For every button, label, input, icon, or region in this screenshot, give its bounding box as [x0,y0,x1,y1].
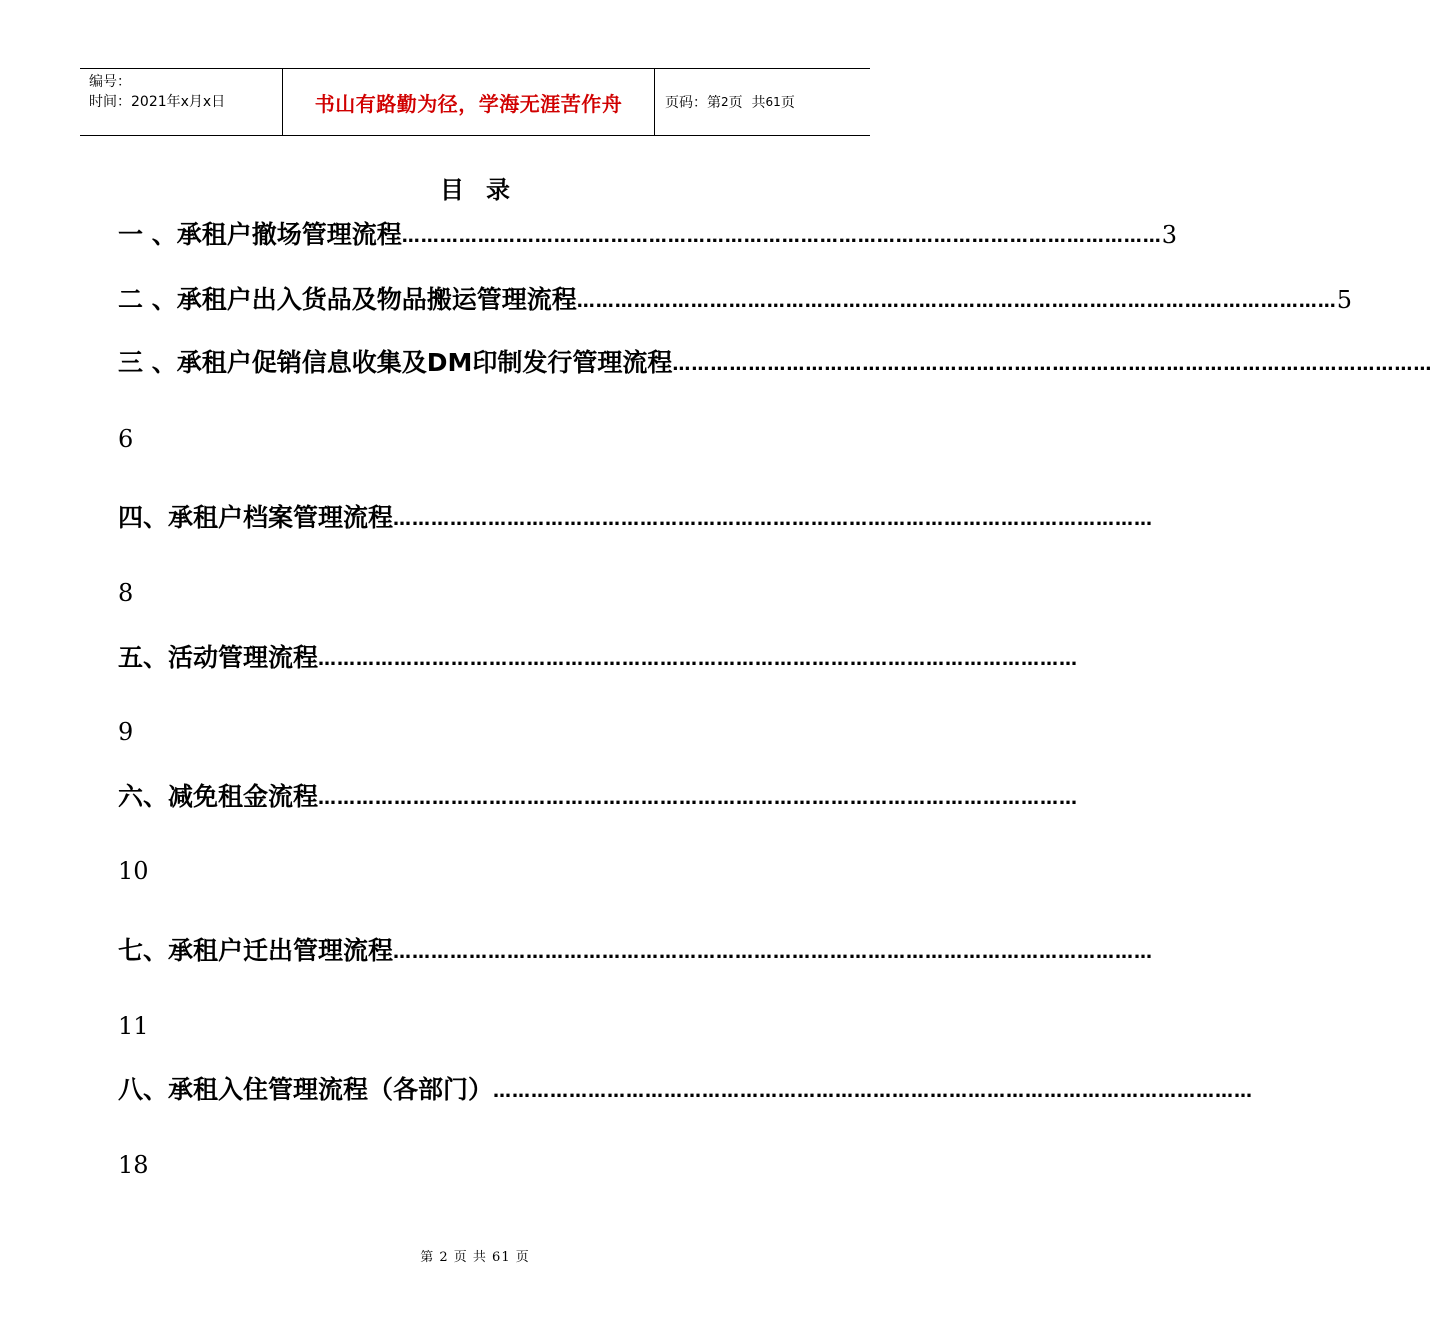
toc-entry-page: 5 [1336,286,1352,314]
toc-entry-label: 四、承租户档案管理流程 [118,503,394,532]
toc-entry-label: 七、承租户迁出管理流程 [118,936,394,965]
toc-leader-dots: ………………………………………………………………………………………………………… [672,354,1432,375]
page-footer: 第 2 页 共 61 页 [420,1250,530,1265]
toc-entry-label: 八、承租入住管理流程（各部门） [118,1075,494,1104]
page-suffix: 页 [780,95,795,111]
toc-entry-label: 一 、承租户撤场管理流程 [118,220,402,249]
toc-entry-label: 三 、承租户促销信息收集及DM印制发行管理流程 [118,348,673,377]
toc-entry-label: 五、活动管理流程 [118,643,319,672]
toc-leader-dots: ………………………………………………………………………………………………………… [393,509,1154,530]
toc-entry-page: 10 [118,857,149,885]
page-current: 2 [721,95,729,109]
toc-entry[interactable] [118,283,1352,317]
toc-entry-label: 六、减免租金流程 [118,782,319,811]
toc-leader-dots: ………………………………………………………………………………………………………… [393,942,1154,963]
toc-leader-dots: ………………………………………………………………………………………………………… [318,649,1079,670]
toc-leader-dots: ………………………………………………………………………………………………………… [576,291,1337,312]
toc-entry-page: 9 [118,718,134,746]
toc-entry[interactable] [118,218,1177,252]
toc-entry-page: 3 [1161,221,1177,249]
header-meta [80,69,282,135]
header-page-info [655,69,870,135]
page-total: 61 [765,95,781,109]
page-prefix: 页码：第 [665,95,721,111]
toc-entry[interactable] [118,1073,1254,1107]
header-motto: 书山有路勤为径，学海无涯苦作舟 [282,69,655,135]
toc-entry-page: 11 [118,1012,149,1040]
toc-leader-dots: ………………………………………………………………………………………………………… [318,788,1079,809]
toc-entry[interactable] [118,934,1154,968]
toc-leader-dots: ………………………………………………………………………………………………………… [493,1081,1254,1102]
page-header [80,68,870,136]
toc-entry[interactable] [118,346,1432,380]
toc-entry[interactable] [118,501,1154,535]
document-number-label: 编号： [89,74,131,90]
toc-title: 目录 [440,176,532,204]
toc-entry-label: 二 、承租户出入货品及物品搬运管理流程 [118,285,577,314]
toc-entry[interactable] [118,780,1079,814]
toc-entry-page: 8 [118,579,134,607]
toc-entry-page: 18 [118,1151,149,1179]
toc-leader-dots: ………………………………………………………………………………………………………… [401,226,1162,247]
document-time-label: 时间：2021年x月x日 [89,94,226,110]
toc-entry-page: 6 [118,425,134,453]
toc-entry[interactable] [118,641,1079,675]
page-mid: 页 共 [728,95,766,111]
